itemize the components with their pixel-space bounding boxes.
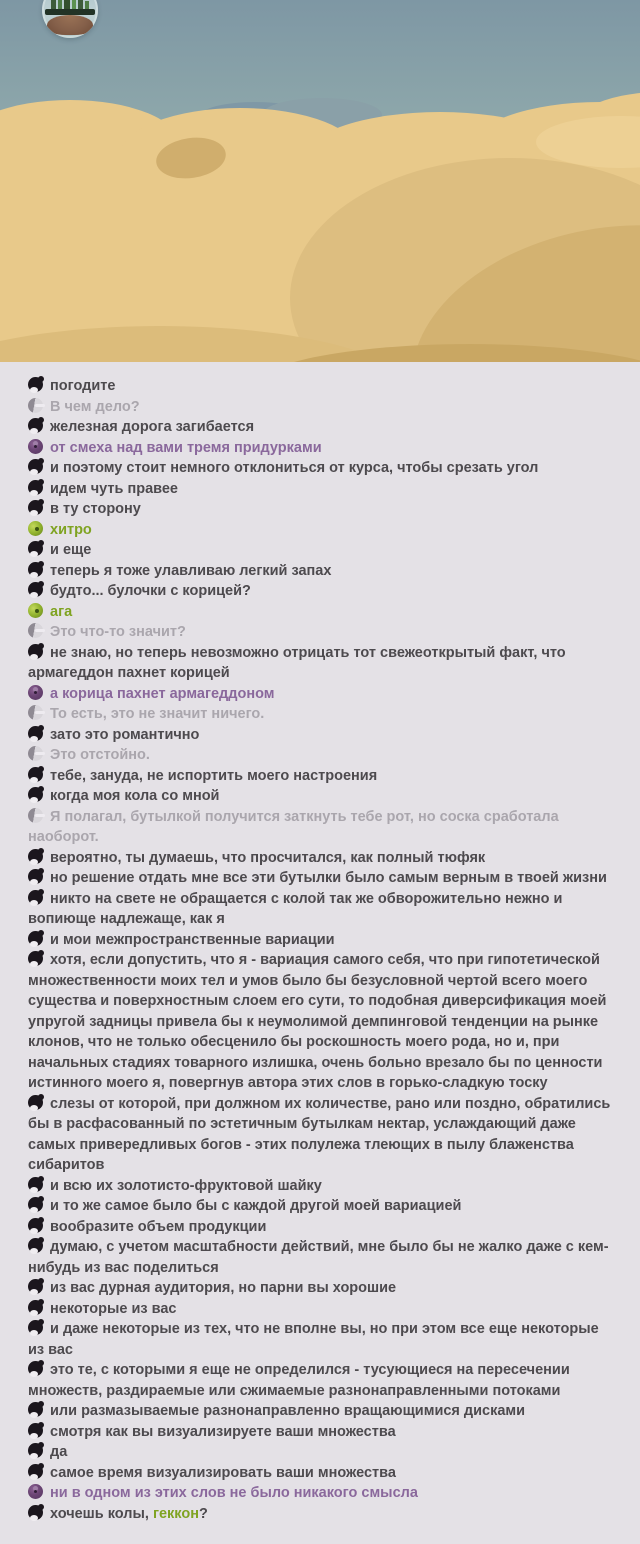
chat-line <box>28 1196 612 1217</box>
chat-text: зато это романтично <box>50 726 200 743</box>
chat-text: думаю, с учетом масштабности действий, мне было бы не жалко даже с кем-нибудь из вас поделиться <box>28 1239 609 1276</box>
chat-line <box>28 745 612 766</box>
chat-text: из вас дурная аудитория, но парни вы хорошие <box>50 1280 397 1296</box>
black-head-icon <box>28 1443 43 1458</box>
chat-line <box>28 458 612 479</box>
black-head-icon <box>28 787 43 802</box>
chat-text: и всю их золотисто-фруктовой шайку <box>50 1177 322 1194</box>
chat-line <box>28 725 612 746</box>
purple-orb-icon <box>28 439 43 454</box>
chat-line <box>28 499 612 520</box>
chat-line <box>28 376 612 397</box>
black-head-icon <box>28 869 43 884</box>
black-head-icon <box>28 849 43 864</box>
chat-text: ага <box>50 603 73 620</box>
green-gecko-icon <box>28 603 43 618</box>
chat-text: хочешь колы, <box>50 1505 153 1522</box>
chat-text: и мои межпространственные вариации <box>50 931 335 948</box>
chat-line <box>28 397 612 418</box>
black-head-icon <box>28 1238 43 1253</box>
globe-ground <box>47 15 93 35</box>
chat-text: хитро <box>50 521 92 538</box>
chat-text: или размазываемые разнонаправленно вращающимися дисками <box>50 1403 526 1419</box>
chat-text: вообразите объем продукции <box>50 1218 267 1235</box>
green-gecko-icon <box>28 521 43 536</box>
chat-line <box>28 1299 612 1320</box>
gray-crescent-icon <box>28 808 43 823</box>
black-head-icon <box>28 1095 43 1110</box>
chat-line <box>28 1094 612 1176</box>
chat-text: Я полагал, бутылкой получится заткнуть тебе рот, но соска сработала наоборот. <box>28 808 559 845</box>
chat-text: вероятно, ты думаешь, что просчитался, как полный тюфяк <box>50 849 486 866</box>
chat-line <box>28 889 612 930</box>
chat-line <box>28 848 612 869</box>
chat-line <box>28 479 612 500</box>
gray-crescent-icon <box>28 746 43 761</box>
black-head-icon <box>28 767 43 782</box>
chat-text: ни в одном из этих слов не было никакого смысла <box>50 1485 418 1501</box>
chat-text: тебе, зануда, не испортить моего настроения <box>50 767 378 784</box>
chat-line <box>28 1422 612 1443</box>
chat-text: самое время визуализировать ваши множества <box>50 1464 396 1481</box>
chat-line <box>28 766 612 787</box>
chat-line <box>28 1401 612 1422</box>
purple-orb-icon <box>28 1484 43 1499</box>
chat-line <box>28 1217 612 1238</box>
chat-line <box>28 438 612 459</box>
chat-text: но решение отдать мне все эти бутылки было самым верным в твоей жизни <box>50 870 607 886</box>
chat-text: от смеха над вами тремя придурками <box>50 439 322 456</box>
black-head-icon <box>28 541 43 556</box>
chat-line <box>28 581 612 602</box>
chat-text: никто на свете не обращается с колой так же обворожительно нежно и вопиюще надлежаще, как я <box>28 890 563 927</box>
chat-line <box>28 561 612 582</box>
black-head-icon <box>28 1320 43 1335</box>
chat-text: железная дорога загибается <box>50 419 255 435</box>
gray-crescent-icon <box>28 623 43 638</box>
black-head-icon <box>28 1279 43 1294</box>
black-head-icon <box>28 1177 43 1192</box>
chat-line <box>28 417 612 438</box>
desert-illustration <box>0 0 640 362</box>
gray-crescent-icon <box>28 705 43 720</box>
chat-text: геккон <box>152 1505 199 1522</box>
chat-line <box>28 520 612 541</box>
chat-text: Это отстойно. <box>50 747 150 763</box>
chat-line <box>28 1442 612 1463</box>
chat-text: теперь я тоже улавливаю легкий запах <box>50 562 332 579</box>
chat-line <box>28 1463 612 1484</box>
chat-line <box>28 1278 612 1299</box>
black-head-icon <box>28 562 43 577</box>
black-head-icon <box>28 951 43 966</box>
chat-line <box>28 643 612 684</box>
chat-text: это те, с которыми я еще не определился - тусующиеся на пересечении множеств, раздираемые или сжимаемые разнонаправленными потоками <box>28 1362 570 1399</box>
chat-line <box>28 704 612 725</box>
black-head-icon <box>28 418 43 433</box>
chat-line <box>28 1483 612 1504</box>
chat-text: хотя, если допустить, что я - вариация самого себя, что при гипотетической множественности моих тел и умов было бы безусловной чертой всего моего существа и поверхностным слоем его сути, то подобная диверсификация моей упругой задницы привела бы к неумолимой демпинговой тенденции на рынке клонов, что не только обесценило бы роскошность моего рода, но и, при начальных стадиях товарного излишка, очень больно врезало бы по ценности истинного моего я, повергнув автора этих слов в горько-сладкую тоску <box>28 952 607 1091</box>
black-head-icon <box>28 644 43 659</box>
black-head-icon <box>28 480 43 495</box>
purple-orb-icon <box>28 685 43 700</box>
chat-text: слезы от которой, при должном их количестве, рано или поздно, обратились бы в расфасованный по эстетичным бутылкам нектар, услаждающий даже самых привередливых богов - этих полулежа тлеющих в пылу блаженства сибаритов <box>28 1095 611 1173</box>
chat-text: когда моя кола со мной <box>50 788 220 804</box>
gray-crescent-icon <box>28 398 43 413</box>
black-head-icon <box>28 1300 43 1315</box>
chat-text: будто... булочки с корицей? <box>50 583 251 599</box>
chat-text: смотря как вы визуализируете ваши множества <box>50 1423 396 1440</box>
black-head-icon <box>28 582 43 597</box>
chat-text: погодите <box>50 378 116 394</box>
chat-line <box>28 950 612 1094</box>
chat-text: и даже некоторые из тех, что не вполне вы, но при этом все еще некоторые из вас <box>28 1321 599 1358</box>
chat-text: и то же самое было бы с каждой другой моей вариацией <box>50 1198 462 1214</box>
chat-text: ? <box>198 1505 208 1522</box>
black-head-icon <box>28 1361 43 1376</box>
chat-text: В чем дело? <box>50 398 140 415</box>
chat-line <box>28 1319 612 1360</box>
chat-text: и еще <box>50 542 92 558</box>
black-head-icon <box>28 1464 43 1479</box>
chat-text: идем чуть правее <box>50 480 178 497</box>
floating-city-globe-icon <box>42 0 98 38</box>
chat-line <box>28 540 612 561</box>
chat-text: в ту сторону <box>50 501 141 517</box>
black-head-icon <box>28 500 43 515</box>
chat-line <box>28 868 612 889</box>
chat-line <box>28 1504 612 1525</box>
chat-line <box>28 1360 612 1401</box>
black-head-icon <box>28 1218 43 1233</box>
chat-text: а корица пахнет армагеддоном <box>50 685 275 702</box>
chat-text: да <box>50 1444 68 1460</box>
black-head-icon <box>28 726 43 741</box>
dialogue-log <box>0 362 640 1544</box>
chat-line <box>28 1237 612 1278</box>
black-head-icon <box>28 931 43 946</box>
chat-text: и поэтому стоит немного отклониться от курса, чтобы срезать угол <box>50 460 539 476</box>
black-head-icon <box>28 459 43 474</box>
chat-text: некоторые из вас <box>50 1300 177 1317</box>
chat-line <box>28 622 612 643</box>
chat-line <box>28 807 612 848</box>
black-head-icon <box>28 1505 43 1520</box>
black-head-icon <box>28 1402 43 1417</box>
black-head-icon <box>28 1197 43 1212</box>
chat-text: Это что-то значит? <box>50 624 186 640</box>
chat-line <box>28 602 612 623</box>
chat-line <box>28 1176 612 1197</box>
black-head-icon <box>28 1423 43 1438</box>
chat-line <box>28 930 612 951</box>
black-head-icon <box>28 377 43 392</box>
chat-line <box>28 684 612 705</box>
chat-line <box>28 786 612 807</box>
chat-text: не знаю, но теперь невозможно отрицать тот свежеоткрытый факт, что армагеддон пахнет корицей <box>28 644 566 681</box>
chat-text: То есть, это не значит ничего. <box>50 706 265 722</box>
black-head-icon <box>28 890 43 905</box>
